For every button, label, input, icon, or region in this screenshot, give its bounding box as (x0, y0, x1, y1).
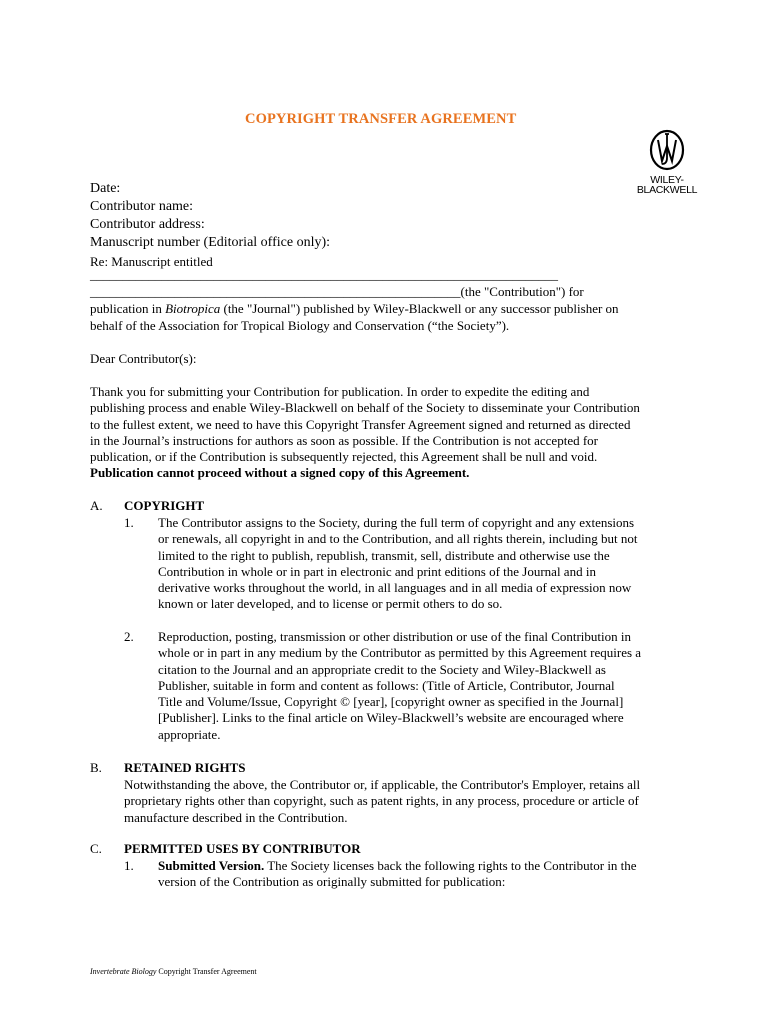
wiley-blackwell-logo (631, 128, 703, 198)
section-a-heading: COPYRIGHT (124, 498, 205, 513)
text-line: Publisher, suitable in form and content as follows: (Title of Article, Contributor, Journal (158, 677, 615, 693)
section-c-heading: PERMITTED USES BY CONTRIBUTOR (124, 841, 361, 856)
blank-line-2-underscores: _________________________________________________________ (90, 284, 461, 299)
text-line: proprietary rights other than copyright, such as patent rights, in any process, procedure or article of (124, 793, 639, 809)
logo-line-2: BLACKWELL (636, 184, 698, 196)
intro-bold-line: Publication cannot proceed without a signed copy of this Agreement. (90, 465, 470, 481)
text-line: The Contributor assigns to the Society, during the full term of copyright and any extensions (158, 515, 635, 530)
section-b-text (124, 777, 684, 826)
intro-line: in the Journal’s instructions for authors as soon as possible. If the Contribution is not accepted for (90, 432, 598, 448)
manuscript-number-label: Manuscript number (Editorial office only): (90, 235, 331, 250)
text-line (158, 858, 678, 874)
section-a-item-2-text (158, 629, 678, 743)
logo-line-1: WILEY- (650, 174, 684, 186)
text-line: whole or in part in any medium by the Contributor as permitted by this Agreement requires a (158, 645, 642, 661)
section-c-letter: C. (90, 841, 102, 856)
section-b-letter: B. (90, 760, 102, 775)
publication-pre: publication in (90, 301, 166, 316)
text-line: Title and Volume/Issue, Copyright © [year], [copyright owner as specified in the Journal] (158, 694, 624, 710)
section-a-letter: A. (90, 498, 103, 513)
text-line: known or later developed, and to license or permit others to do so. (158, 596, 503, 612)
text-line: appropriate. (158, 726, 221, 742)
text-line: manufacture described in the Contribution. (124, 809, 348, 825)
text-line: Contribution in whole or in part in electronic and print editions of the Journal and in (158, 563, 596, 579)
text-line: [Publisher]. Links to the final article on Wiley-Blackwell’s website are encouraged where (158, 710, 624, 726)
text-line: Reproduction, posting, transmission or other distribution or use of the final Contribution in (158, 629, 632, 644)
contribution-suffix: (the "Contribution") for (460, 284, 584, 299)
intro-line: publication, or if the Contribution is subsequently rejected, this Agreement shall be null and void. (90, 449, 598, 465)
publication-line-2: behalf of the Association for Tropical Biology and Conservation (“the Society”). (90, 318, 510, 333)
section-c-item-1-number: 1. (124, 858, 134, 873)
blank-line-1: ________________________________________________________________________ (90, 267, 558, 282)
text-span: The Society licenses back the following rights to the Contributor in the (264, 858, 637, 873)
contributor-name-label: Contributor name: (90, 199, 194, 214)
section-a-item-2-number: 2. (124, 629, 134, 644)
section-c-item-1-text (158, 858, 678, 891)
salutation: Dear Contributor(s): (90, 351, 197, 366)
blank-line-2 (90, 284, 584, 300)
text-line: citation to the Journal and an appropriate credit to the Society and Wiley-Blackwell as (158, 661, 606, 677)
intro-line: Thank you for submitting your Contribution for publication. In order to expedite the editing and (90, 384, 590, 399)
submitted-version-label: Submitted Version. (158, 858, 265, 873)
section-b-heading: RETAINED RIGHTS (124, 760, 246, 775)
footer-text: Copyright Transfer Agreement (156, 967, 257, 976)
re-line: Re: Manuscript entitled (90, 254, 213, 269)
wiley-logo-mark-icon (631, 128, 703, 174)
intro-line: publishing process and enable Wiley-Blackwell on behalf of the Society to disseminate your Contribution (90, 400, 640, 416)
text-line: derivative works throughout the world, in all languages and in all media of expression now (158, 580, 632, 596)
text-line: limited to the right to publish, republish, transmit, sell, distribute and otherwise use the (158, 547, 610, 563)
section-a-item-1-text (158, 515, 678, 613)
intro-line: to the fullest extent, we need to have this Copyright Transfer Agreement signed and returned as directed (90, 416, 631, 432)
text-line: version of the Contribution as originally submitted for publication: (158, 874, 506, 890)
page-footer (90, 967, 257, 976)
text-line: or renewals, all copyright in and to the Contribution, and all rights therein, including but not (158, 531, 638, 547)
section-a-item-1-number: 1. (124, 515, 134, 530)
footer-journal: Invertebrate Biology (90, 967, 157, 976)
text-line: Notwithstanding the above, the Contributor or, if applicable, the Contributor's Employer, retains all (124, 777, 641, 792)
date-label: Date: (90, 181, 121, 196)
page-title: COPYRIGHT TRANSFER AGREEMENT (245, 111, 517, 127)
intro-paragraph (90, 384, 690, 482)
contributor-address-label: Contributor address: (90, 217, 205, 232)
publication-line-1 (90, 301, 619, 317)
publication-post: (the "Journal") published by Wiley-Blackwell or any successor publisher on (220, 301, 619, 316)
journal-name: Biotropica (165, 301, 221, 316)
